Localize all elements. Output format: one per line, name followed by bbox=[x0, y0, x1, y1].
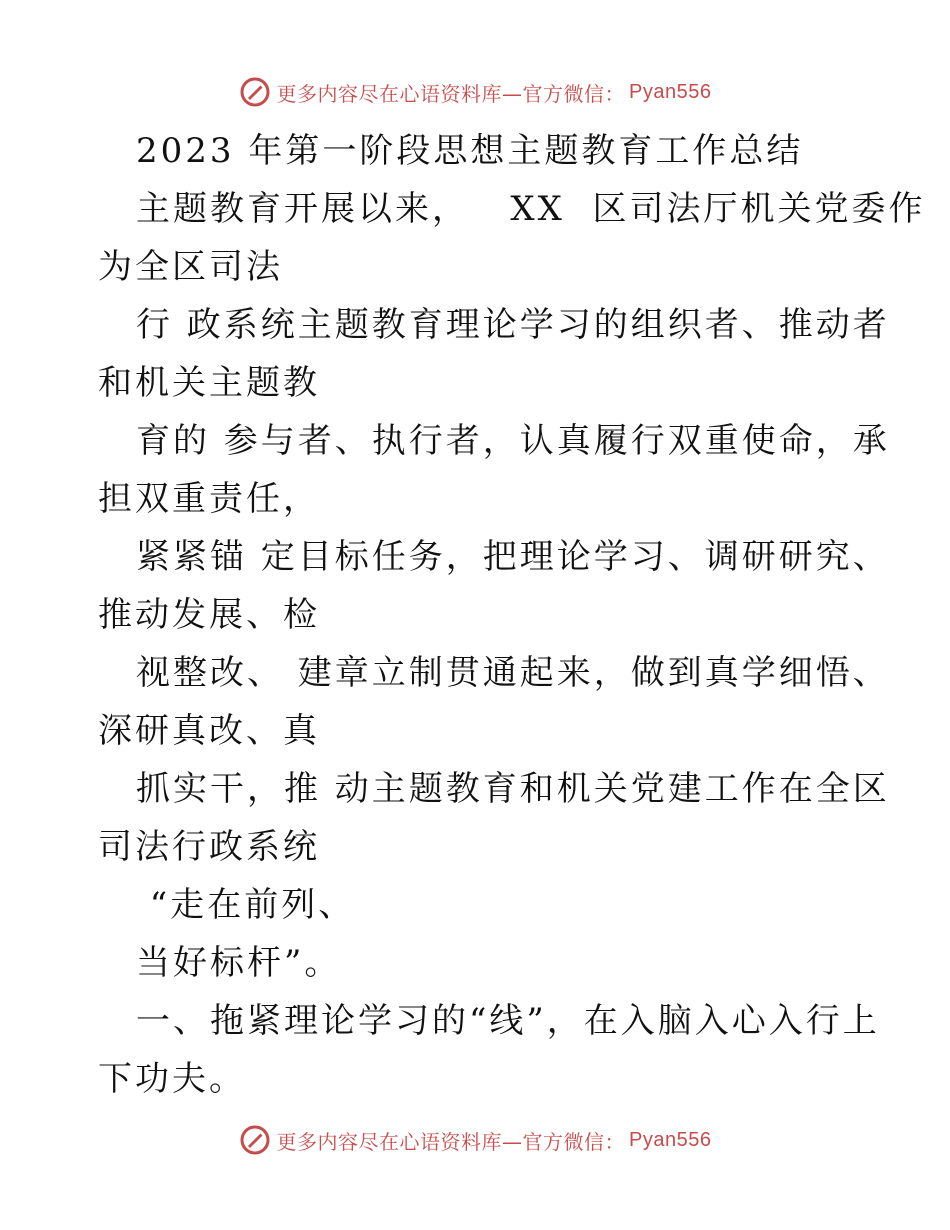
body-line: 视整改、 建章立制贯通起来，做到真学细悟、 bbox=[136, 653, 890, 693]
watermark-text: 更多内容尽在心语资料库—官方微信： bbox=[276, 81, 626, 106]
body-line: 行 政系统主题教育理论学习的组织者、推动者 bbox=[136, 305, 890, 345]
body-line: “走在前列、 bbox=[136, 885, 356, 925]
body-line: 育的 参与者、执行者，认真履行双重使命，承 bbox=[136, 421, 890, 461]
body-line: 当好标杆”。 bbox=[136, 943, 342, 983]
document-title: 2023 年第一阶段思想主题教育工作总结 bbox=[136, 131, 804, 171]
section-heading: 一、拖紧理论学习的“线”，在入脑入心入行上 bbox=[136, 1001, 880, 1041]
body-line: 司法行政系统 bbox=[98, 827, 320, 867]
body-line: 主题教育开展以来， XX 区司法厅机关党委作 bbox=[136, 189, 926, 229]
body-line: 和机关主题教 bbox=[98, 363, 320, 403]
quill-logo-icon bbox=[239, 76, 271, 108]
body-line: 为全区司法 bbox=[98, 247, 283, 287]
watermark-wechat-id: Pyan556 bbox=[629, 80, 712, 103]
body-line: 深研真改、真 bbox=[98, 711, 320, 751]
watermark-wechat-id: Pyan556 bbox=[629, 1128, 712, 1151]
footer-watermark bbox=[0, 1120, 950, 1160]
document-body bbox=[98, 122, 926, 1108]
body-line: 紧紧锚 定目标任务，把理论学习、调研研究、 bbox=[136, 537, 890, 577]
body-line: 担双重责任， bbox=[98, 479, 320, 519]
header-watermark bbox=[0, 72, 950, 112]
body-line: 推动发展、检 bbox=[98, 595, 320, 635]
quill-logo-icon bbox=[239, 1124, 271, 1156]
body-line: 下功夫。 bbox=[98, 1059, 246, 1099]
watermark-text: 更多内容尽在心语资料库—官方微信： bbox=[276, 1129, 626, 1154]
body-line: 抓实干，推 动主题教育和机关党建工作在全区 bbox=[136, 769, 890, 809]
